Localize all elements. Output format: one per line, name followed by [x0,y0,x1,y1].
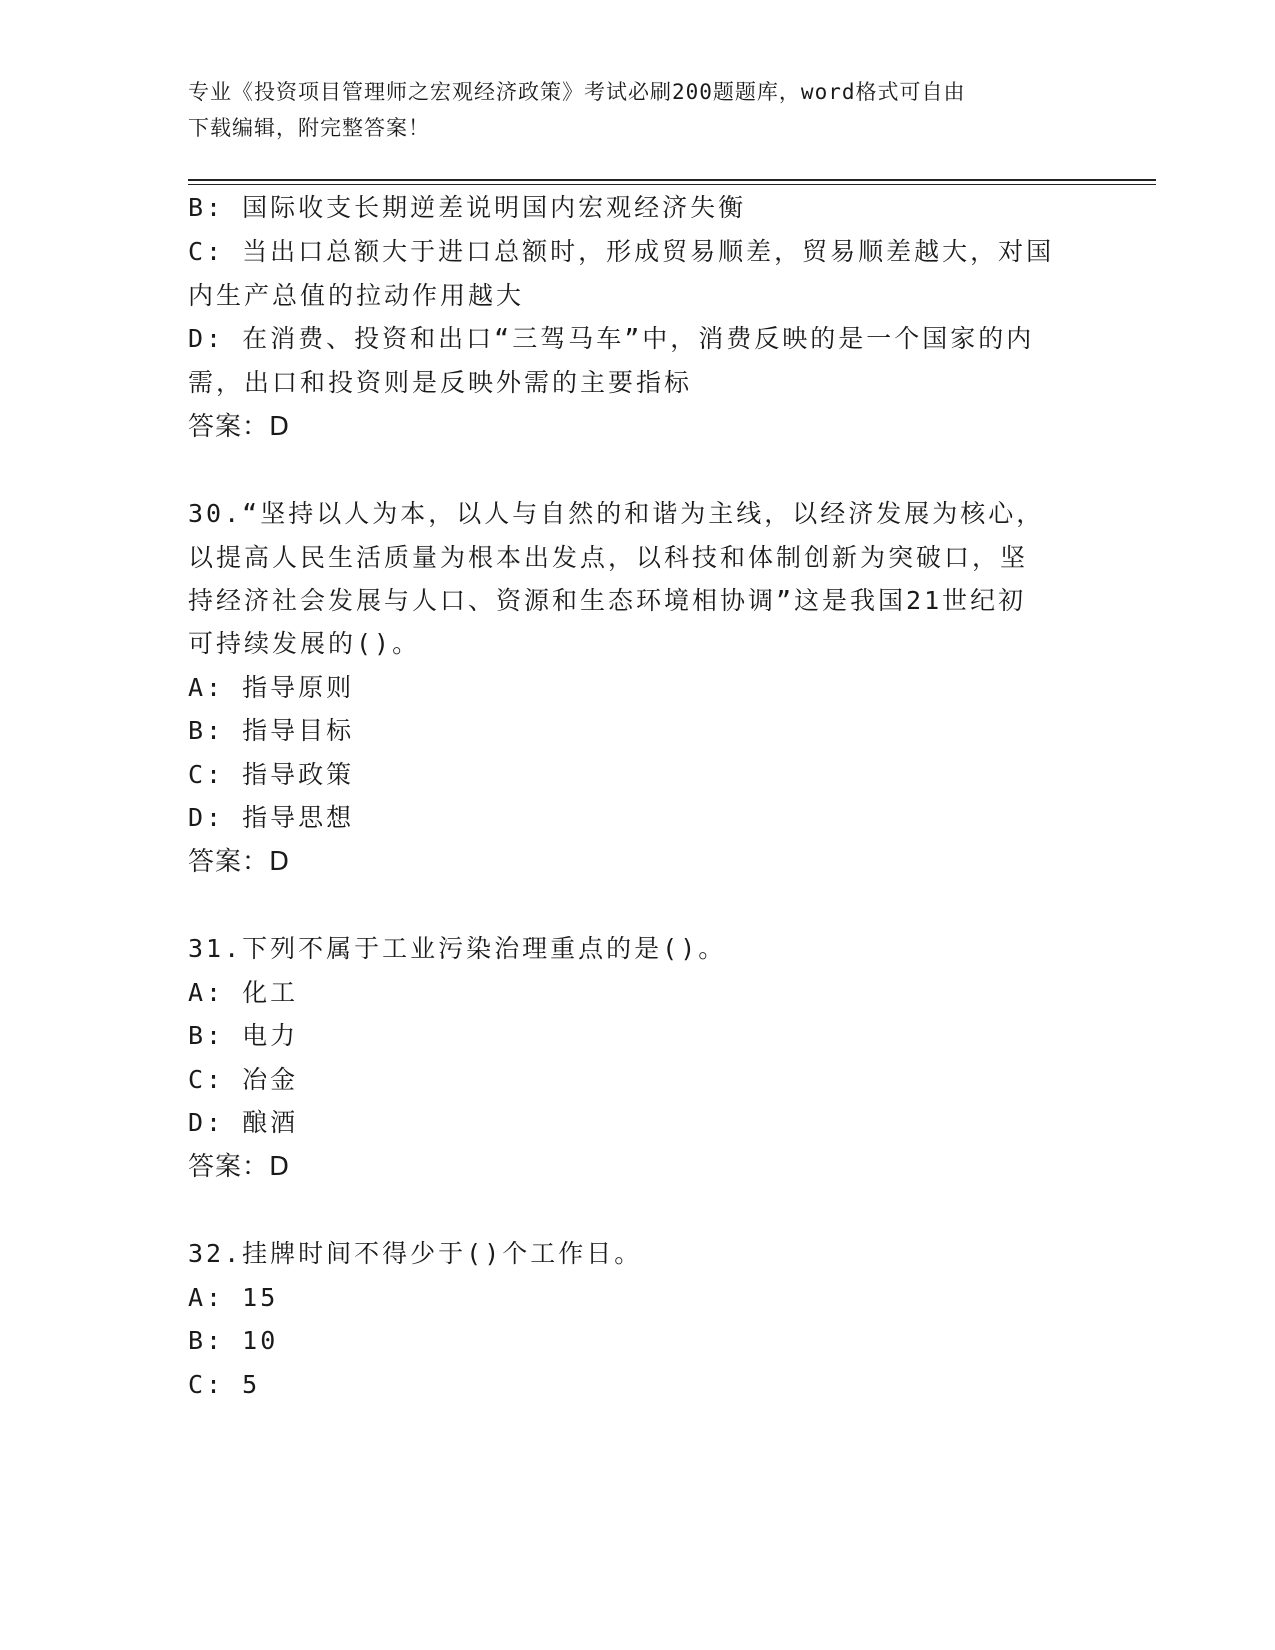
header-divider-thick [188,179,1156,181]
document-header [188,74,1068,146]
header-line-2: 下载编辑，附完整答案！ [188,116,430,140]
q30-stem-line-1: 30.“坚持以人为本，以人与自然的和谐为主线，以经济发展为核心， [188,499,1045,528]
q32-option-a: A: 15 [188,1283,279,1312]
q30-option-a: A: 指导原则 [188,673,355,702]
q30-option-c: C: 指导政策 [188,760,355,789]
prev-option-c-line-1: C: 当出口总额大于进口总额时，形成贸易顺差，贸易顺差越大，对国 [188,237,1055,266]
q30-option-b: B: 指导目标 [188,716,355,745]
prev-option-c-line-2: 内生产总值的拉动作用越大 [188,281,525,310]
prev-option-d-line-2: 需，出口和投资则是反映外需的主要指标 [188,368,693,397]
header-line-1: 专业《投资项目管理师之宏观经济政策》考试必刷200题题库，word格式可自由 [188,80,966,104]
prev-option-d-line-1: D: 在消费、投资和出口“三驾马车”中，消费反映的是一个国家的内 [188,324,1035,353]
q31-option-b: B: 电力 [188,1021,299,1050]
q30-option-d: D: 指导思想 [188,803,355,832]
q31-option-c: C: 冶金 [188,1065,299,1094]
prev-answer: 答案：D [188,412,291,442]
prev-option-b: B: 国际收支长期逆差说明国内宏观经济失衡 [188,193,747,222]
q31-answer: 答案：D [188,1152,291,1182]
q30-stem-line-4: 可持续发展的()。 [188,629,421,658]
q30-stem-line-2: 以提高人民生活质量为根本出发点，以科技和体制创新为突破口，坚 [188,543,1029,572]
q32-option-b: B: 10 [188,1326,279,1355]
q30-stem-line-3: 持经济社会发展与人口、资源和生态环境相协调”这是我国21世纪初 [188,586,1027,615]
q31-stem: 31.下列不属于工业污染治理重点的是()。 [188,934,727,963]
q31-option-a: A: 化工 [188,978,299,1007]
q32-stem: 32.挂牌时间不得少于()个工作日。 [188,1239,643,1268]
q31-option-d: D: 酿酒 [188,1108,299,1137]
header-divider-thin [188,184,1156,185]
q32-option-c: C: 5 [188,1370,261,1399]
q30-answer: 答案：D [188,847,291,877]
